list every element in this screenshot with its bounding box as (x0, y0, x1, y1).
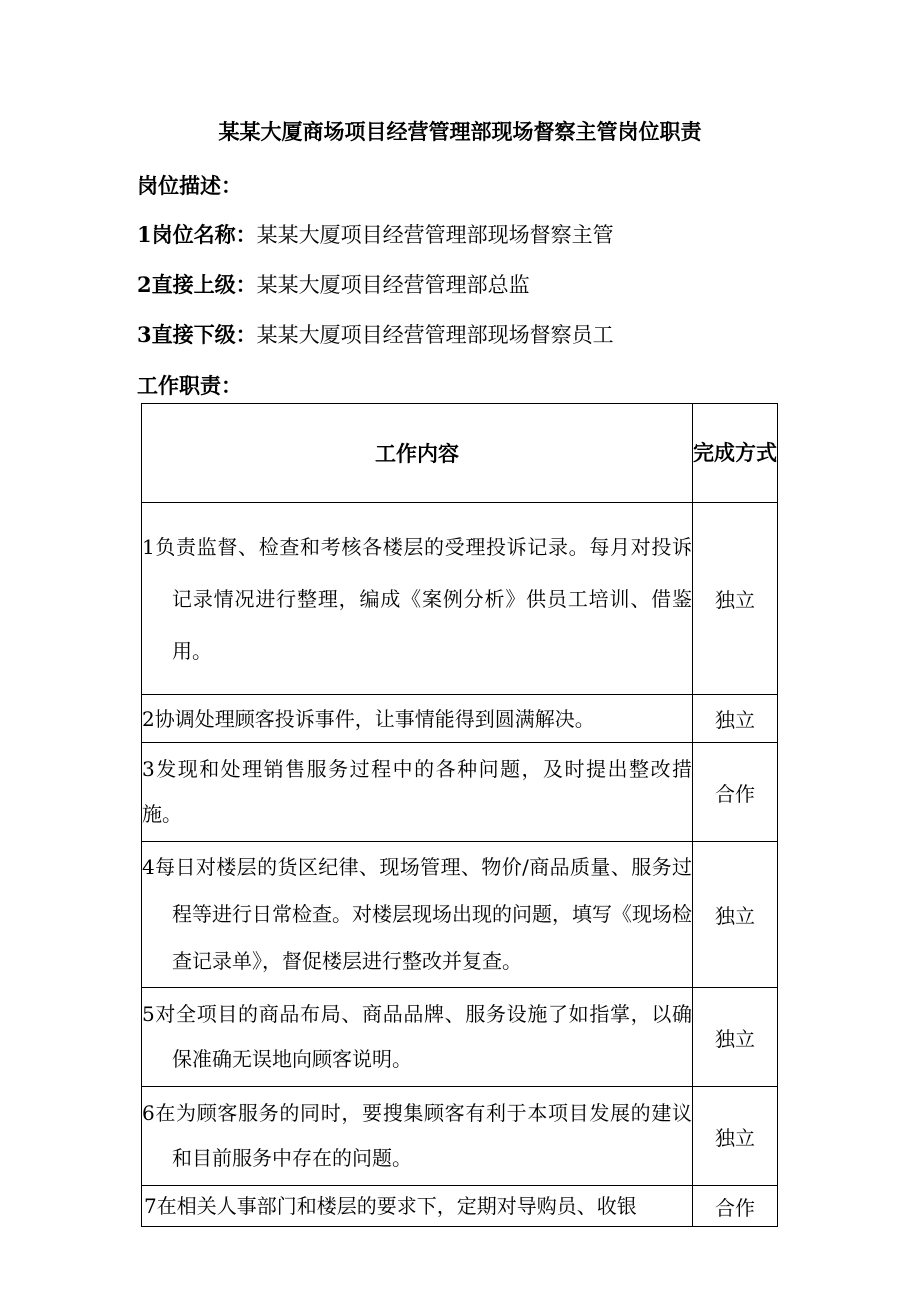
field-position-name (137, 219, 614, 249)
duty-mode: 独立 (693, 988, 778, 1087)
duty-mode: 合作 (693, 1186, 778, 1227)
table-header-row (142, 404, 778, 503)
field-label: 2直接上级： (137, 272, 257, 297)
field-label: 1岗位名称： (137, 222, 257, 247)
field-direct-subordinate (137, 319, 614, 349)
header-content: 工作内容 (142, 404, 693, 503)
table-row (142, 988, 778, 1087)
table-row (142, 842, 778, 988)
table-row (142, 743, 778, 842)
table-row (142, 503, 778, 695)
duties-heading: 工作职责： (137, 373, 242, 398)
table-row (142, 695, 778, 743)
field-direct-superior (137, 269, 530, 299)
duty-content: 5对全项目的商品布局、商品品牌、服务设施了如指掌，以确保准确无误地向顾客说明。 (142, 988, 693, 1087)
header-mode: 完成方式 (693, 404, 778, 503)
duty-content: 3发现和处理销售服务过程中的各种问题，及时提出整改措施。 (142, 743, 693, 842)
field-label: 3直接下级： (137, 322, 257, 347)
field-value: 某某大厦项目经营管理部总监 (256, 273, 530, 297)
duty-content: 4每日对楼层的货区纪律、现场管理、物价/商品质量、服务过程等进行日常检查。对楼层现场出现的问题，填写《现场检查记录单》，督促楼层进行整改并复查。 (142, 842, 693, 988)
document-title: 某某大厦商场项目经营管理部现场督察主管岗位职责 (218, 119, 702, 144)
duty-content: 1负责监督、检查和考核各楼层的受理投诉记录。每月对投诉记录情况进行整理，编成《案例分析》供员工培训、借鉴用。 (142, 503, 693, 695)
field-value: 某某大厦项目经营管理部现场督察员工 (256, 323, 614, 347)
duties-table (141, 403, 778, 1227)
duty-mode: 独立 (693, 1087, 778, 1186)
duty-mode: 独立 (693, 842, 778, 988)
duty-mode: 独立 (693, 695, 778, 743)
table-row (142, 1186, 778, 1227)
table-row (142, 1087, 778, 1186)
duty-content: 7在相关人事部门和楼层的要求下，定期对导购员、收银 (142, 1186, 693, 1227)
description-heading: 岗位描述： (137, 173, 242, 198)
duty-mode: 独立 (693, 503, 778, 695)
field-value: 某某大厦项目经营管理部现场督察主管 (256, 223, 614, 247)
duty-mode: 合作 (693, 743, 778, 842)
duty-content: 2协调处理顾客投诉事件，让事情能得到圆满解决。 (142, 695, 693, 743)
duty-content: 6在为顾客服务的同时，要搜集顾客有利于本项目发展的建议和目前服务中存在的问题。 (142, 1087, 693, 1186)
